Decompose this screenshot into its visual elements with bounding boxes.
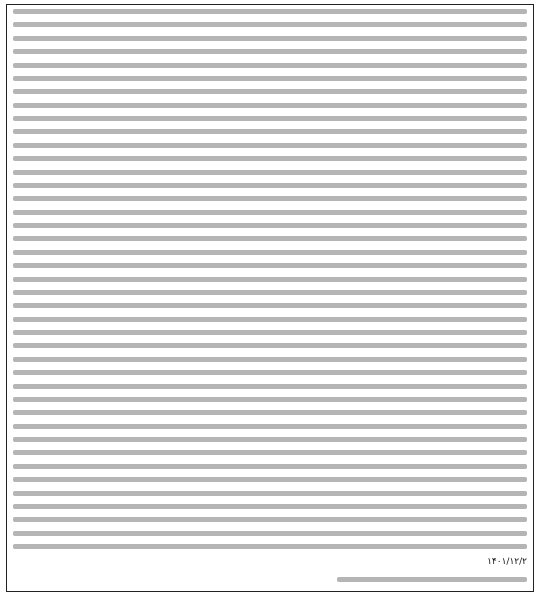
text-line-placeholder — [13, 384, 527, 389]
text-line-placeholder — [13, 36, 527, 41]
text-line-placeholder — [13, 263, 527, 268]
text-line-placeholder — [13, 410, 527, 415]
text-line-placeholder — [13, 450, 527, 455]
text-line-placeholder — [13, 343, 527, 348]
text-line-placeholder — [13, 277, 527, 282]
text-line-placeholder — [13, 517, 527, 522]
text-line-placeholder — [13, 223, 527, 228]
text-line-placeholder — [13, 89, 527, 94]
notice-signature — [337, 577, 527, 582]
text-line-placeholder — [13, 9, 527, 14]
text-line-placeholder — [13, 303, 527, 308]
text-line-placeholder — [13, 317, 527, 322]
text-line-placeholder — [13, 531, 527, 536]
text-line-placeholder — [13, 116, 527, 121]
text-line-placeholder — [13, 464, 527, 469]
text-line-placeholder — [13, 504, 527, 509]
text-line-placeholder — [13, 103, 527, 108]
text-line-placeholder — [13, 491, 527, 496]
text-line-placeholder — [13, 236, 527, 241]
text-line-placeholder — [13, 170, 527, 175]
notice-body — [13, 9, 527, 549]
text-line-placeholder — [13, 183, 527, 188]
text-line-placeholder — [13, 397, 527, 402]
text-line-placeholder — [13, 544, 527, 549]
text-line-placeholder — [13, 424, 527, 429]
text-line-placeholder — [13, 210, 527, 215]
text-line-placeholder — [13, 437, 527, 442]
text-line-placeholder — [13, 22, 527, 27]
text-line-placeholder — [13, 156, 527, 161]
text-line-placeholder — [13, 143, 527, 148]
text-line-placeholder — [13, 290, 527, 295]
text-line-placeholder — [13, 129, 527, 134]
auction-notice — [6, 4, 534, 592]
text-line-placeholder — [13, 196, 527, 201]
text-line-placeholder — [13, 330, 527, 335]
text-line-placeholder — [13, 370, 527, 375]
notice-date: ۱۴۰۱/۱۲/۲ — [487, 557, 527, 567]
text-line-placeholder — [13, 250, 527, 255]
text-line-placeholder — [13, 357, 527, 362]
text-line-placeholder — [13, 63, 527, 68]
text-line-placeholder — [13, 49, 527, 54]
text-line-placeholder — [13, 477, 527, 482]
text-line-placeholder — [13, 76, 527, 81]
